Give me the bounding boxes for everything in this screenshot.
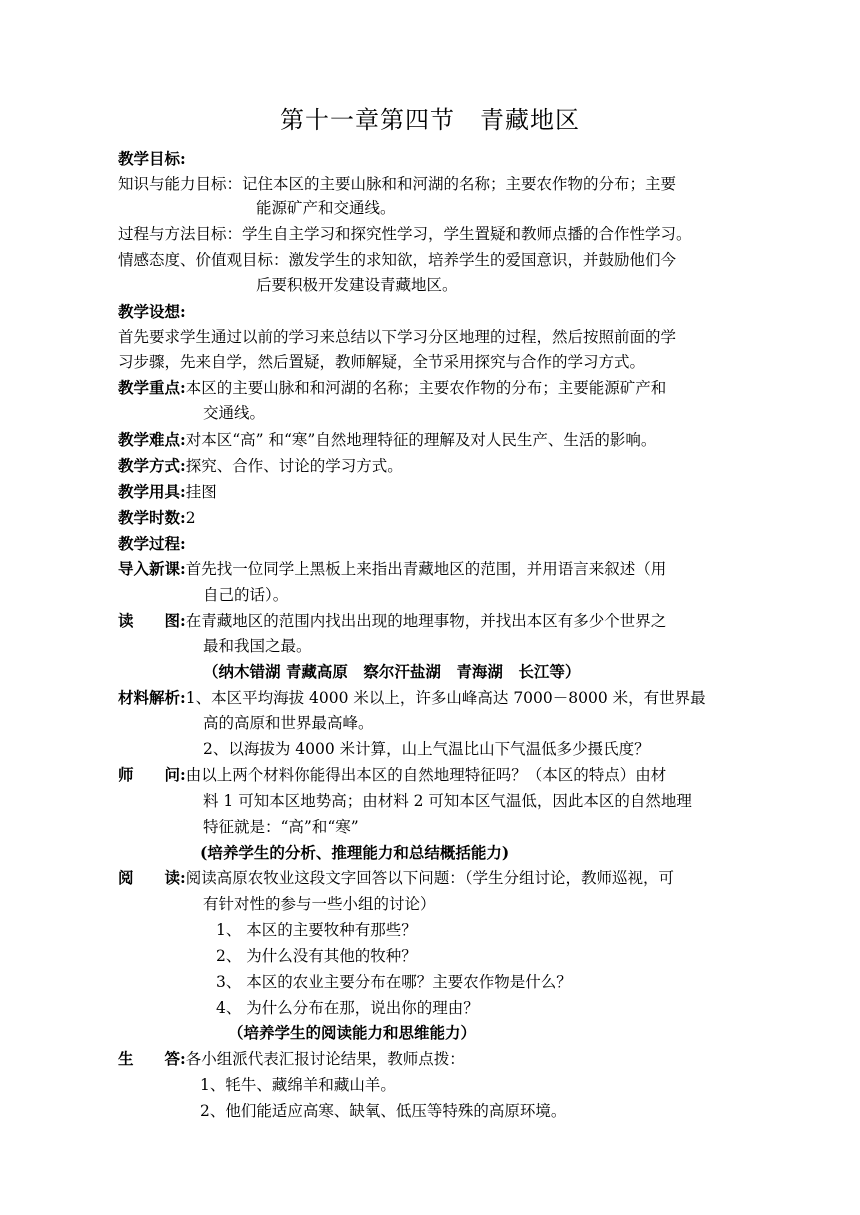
intro-section (118, 557, 666, 581)
teaching-hours-text: 2 (185, 509, 196, 527)
student-answer-text: 各小组派代表汇报讨论结果，教师点拨： (185, 1050, 465, 1068)
student-answer-item: 2、他们能适应高寒、缺氧、低压等特殊的高原环境。 (200, 1102, 567, 1120)
teaching-tools-text: 挂图 (185, 483, 217, 501)
emotion-goal-label: 情感态度、价值观目标： (118, 251, 289, 269)
reading-note: （培养学生的阅读能力和思维能力） (228, 1023, 477, 1042)
material-item-2: 2、以海拔为 4000 米计算，山上气温比山下气温低多少摄氏度？ (203, 740, 650, 758)
teaching-key-cont: 交通线。 (203, 404, 266, 422)
knowledge-goal (118, 172, 676, 196)
reading-label: 阅 读: (118, 868, 186, 887)
read-map-cont: 最和我国之最。 (203, 637, 312, 655)
teacher-question-section (118, 763, 666, 787)
teaching-key (118, 376, 666, 400)
read-map-section (118, 609, 666, 633)
teaching-difficulty (118, 428, 656, 452)
intro-label: 导入新课: (118, 559, 186, 578)
reading-question: 2、 为什么没有其他的牧种？ (216, 947, 417, 965)
intro-text: 首先找一位同学上黑板上来指出青藏地区的范围，并用语言来叙述（用 (185, 560, 667, 578)
teacher-question-label: 师 问: (118, 765, 186, 784)
reading-text: 阅读高原农牧业这段文字回答以下问题：（学生分组讨论，教师巡视，可 (185, 869, 674, 887)
process-goal (118, 222, 692, 246)
reading-question: 1、 本区的主要牧种有那些？ (216, 921, 417, 939)
teaching-hours (118, 506, 196, 530)
reading-question: 3、 本区的农业主要分布在哪？主要农作物是什么？ (216, 973, 572, 991)
teaching-tools-label: 教学用具: (118, 482, 186, 501)
reading-section (118, 866, 674, 890)
knowledge-goal-cont: 能源矿产和交通线。 (256, 199, 396, 217)
teacher-question-cont-1: 料 1 可知本区地势高；由材料 2 可知本区气温低，因此本区的自然地理 (203, 792, 692, 810)
teaching-method-text: 探究、合作、讨论的学习方式。 (185, 457, 403, 475)
teaching-tools (118, 480, 217, 504)
teaching-difficulty-label: 教学难点: (118, 430, 186, 449)
teaching-method (118, 454, 403, 478)
teaching-key-label: 教学重点: (118, 378, 186, 397)
material-cont: 高的高原和世界最高峰。 (203, 714, 374, 732)
student-answer-label: 生 答: (118, 1049, 186, 1068)
teacher-question-cont-2: 特征就是：“高”和“寒” (203, 818, 359, 836)
teaching-method-label: 教学方式: (118, 456, 186, 475)
student-answer-item: 1、牦牛、藏绵羊和藏山羊。 (200, 1076, 396, 1094)
teaching-hours-label: 教学时数: (118, 508, 186, 527)
reading-question: 4、 为什么分布在那，说出你的理由？ (216, 999, 479, 1017)
teacher-question-text: 由以上两个材料你能得出本区的自然地理特征吗？（本区的特点）由材 (185, 766, 667, 784)
knowledge-goal-label: 知识与能力目标： (118, 175, 243, 193)
teaching-process-heading: 教学过程: (118, 534, 186, 553)
teacher-question-note: (培养学生的分析、推理能力和总结概括能力) (200, 843, 510, 862)
read-map-label: 读 图: (118, 611, 186, 630)
teaching-key-text: 本区的主要山脉和和河湖的名称；主要农作物的分布；主要能源矿产和 (185, 379, 667, 397)
material-label: 材料解析: (118, 688, 186, 707)
read-map-note: （纳木错湖 青藏高原 察尔汗盐湖 青海湖 长江等） (203, 662, 581, 681)
emotion-goal-text: 激发学生的求知欲，培养学生的爱国意识，并鼓励他们今 (288, 251, 677, 269)
process-goal-text: 学生自主学习和探究性学习，学生置疑和教师点播的合作性学习。 (242, 225, 692, 243)
read-map-text: 在青藏地区的范围内找出出现的地理事物，并找出本区有多少个世界之 (185, 612, 667, 630)
emotion-goal (118, 248, 676, 272)
material-section (118, 686, 706, 710)
emotion-goal-cont: 后要积极开发建设青藏地区。 (256, 276, 458, 294)
teaching-difficulty-text: 对本区“高” 和“寒”自然地理特征的理解及对人民生产、生活的影响。 (185, 431, 657, 449)
student-answer-section (118, 1047, 465, 1071)
teaching-design-line-2: 习步骤，先来自学，然后置疑，教师解疑，全节采用探究与合作的学习方式。 (118, 353, 646, 371)
process-goal-label: 过程与方法目标： (118, 225, 243, 243)
teaching-goals-heading: 教学目标: (118, 149, 186, 168)
intro-cont: 自己的话）。 (203, 586, 289, 604)
knowledge-goal-text: 记住本区的主要山脉和和河湖的名称；主要农作物的分布；主要 (242, 175, 677, 193)
teaching-design-line-1: 首先要求学生通过以前的学习来总结以下学习分区地理的过程，然后按照前面的学 (118, 328, 677, 346)
page-title: 第十一章第四节 青藏地区 (280, 106, 580, 134)
material-text: 1、本区平均海拔 4000 米以上，许多山峰高达 7000－8000 米，有世界最 (185, 689, 706, 707)
reading-cont: 有针对性的参与一些小组的讨论） (203, 895, 436, 913)
teaching-design-heading: 教学设想: (118, 302, 186, 321)
